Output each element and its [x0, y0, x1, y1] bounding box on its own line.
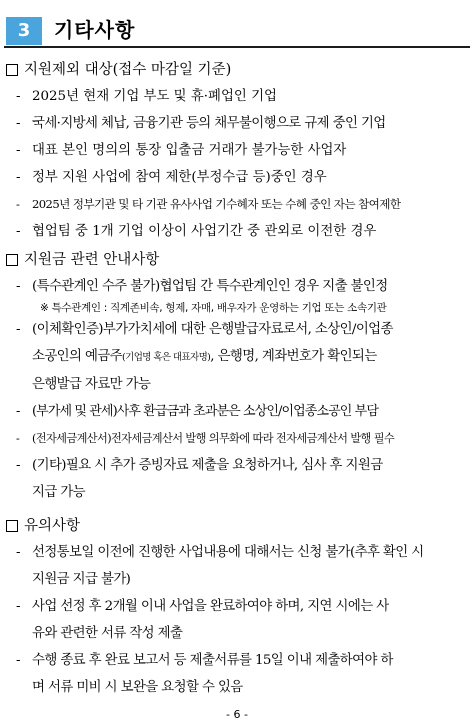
section-heading-text: 유의사항 — [24, 518, 81, 534]
checkbox-square-icon — [6, 520, 18, 532]
list-item: - (전자세금계산서)전자세금계산서 발행 의무화에 따라 전자세금계산서 발행 필수 — [6, 425, 470, 452]
section-heading-text: 지원제외 대상(접수 마감일 기준) — [24, 62, 232, 78]
section-heading-text: 지원금 관련 안내사항 — [24, 252, 160, 268]
section-excluded-targets — [6, 60, 470, 245]
list-item: - (이체확인증)부가가치세에 대한 은행발급자료로서, 소상인/이업종 소공인의 예금주(기업명 혹은 대표자명), 은행명, 계좌번호가 확인되는 은행발급 자료만 가능 — [6, 316, 470, 398]
list-item: - 협업팀 중 1개 기업 이상이 사업기간 중 관외로 이전한 경우 — [6, 218, 470, 245]
dash-bullet: - — [16, 197, 20, 211]
section-number-badge: 3 — [6, 17, 42, 45]
page-number: - 6 - — [226, 708, 248, 721]
dash-bullet: - — [16, 89, 21, 104]
dash-bullet: - — [16, 224, 21, 239]
note-special-relation: ※ 특수관계인 : 직계존비속, 형제, 자매, 배우자가 운영하는 기업 또는 소속기관 — [40, 302, 387, 314]
section-header — [4, 12, 470, 48]
dash-bullet: - — [16, 432, 20, 445]
list-item: - 선정통보일 이전에 진행한 사업내용에 대해서는 신청 불가(추후 확인 시 지원금 지급 불가) — [6, 539, 470, 593]
section-heading — [6, 516, 470, 536]
list-item: - 사업 선정 후 2개월 이내 사업을 완료하여야 하며, 지연 시에는 사 유와 관련한 서류 작성 제출 — [6, 593, 470, 647]
dash-bullet: - — [16, 545, 20, 560]
section-heading — [6, 60, 470, 80]
list-item: - (부가세 및 관세)사후 환급금과 초과분은 소상인/이업종소공인 부담 — [6, 398, 470, 425]
dash-bullet: - — [16, 653, 20, 668]
dash-bullet: - — [16, 599, 20, 614]
checkbox-square-icon — [6, 254, 18, 266]
list-item: - 수행 종료 후 완료 보고서 등 제출서류를 15일 이내 제출하여야 하 며 서류 미비 시 보완을 요청할 수 있음 — [6, 647, 470, 701]
section-funding-guide — [6, 250, 470, 506]
list-item: - (특수관계인 수주 불가)협업팀 간 특수관계인인 경우 지출 불인정 — [6, 273, 470, 300]
checkbox-square-icon — [6, 64, 18, 76]
section-precautions — [6, 516, 470, 701]
list-item: - 대표 본인 명의의 통장 입출금 거래가 불가능한 사업자 — [6, 137, 470, 164]
dash-bullet: - — [16, 143, 21, 158]
dash-bullet: - — [16, 404, 20, 419]
list-item: - 정부 지원 사업에 참여 제한(부정수급 등)중인 경우 — [6, 164, 470, 191]
list-item: - 2025년 현재 기업 부도 및 휴·폐업인 기업 — [6, 83, 470, 110]
section-title: 기타사항 — [54, 18, 136, 42]
list-item: - 2025년 정부기관 및 타 기관 유사사업 기수혜자 또는 수혜 중인 자는 참여제한 — [6, 191, 470, 218]
list-item: - (기타)필요 시 추가 증빙자료 제출을 요청하거나, 심사 후 지원금 지급 가능 — [6, 452, 470, 506]
dash-bullet: - — [16, 170, 21, 185]
dash-bullet: - — [16, 322, 20, 337]
dash-bullet: - — [16, 279, 20, 294]
section-heading — [6, 250, 470, 270]
dash-bullet: - — [16, 116, 20, 131]
dash-bullet: - — [16, 458, 20, 473]
list-item: - 국세·지방세 체납, 금융기관 등의 채무불이행으로 규제 중인 기업 — [6, 110, 470, 137]
